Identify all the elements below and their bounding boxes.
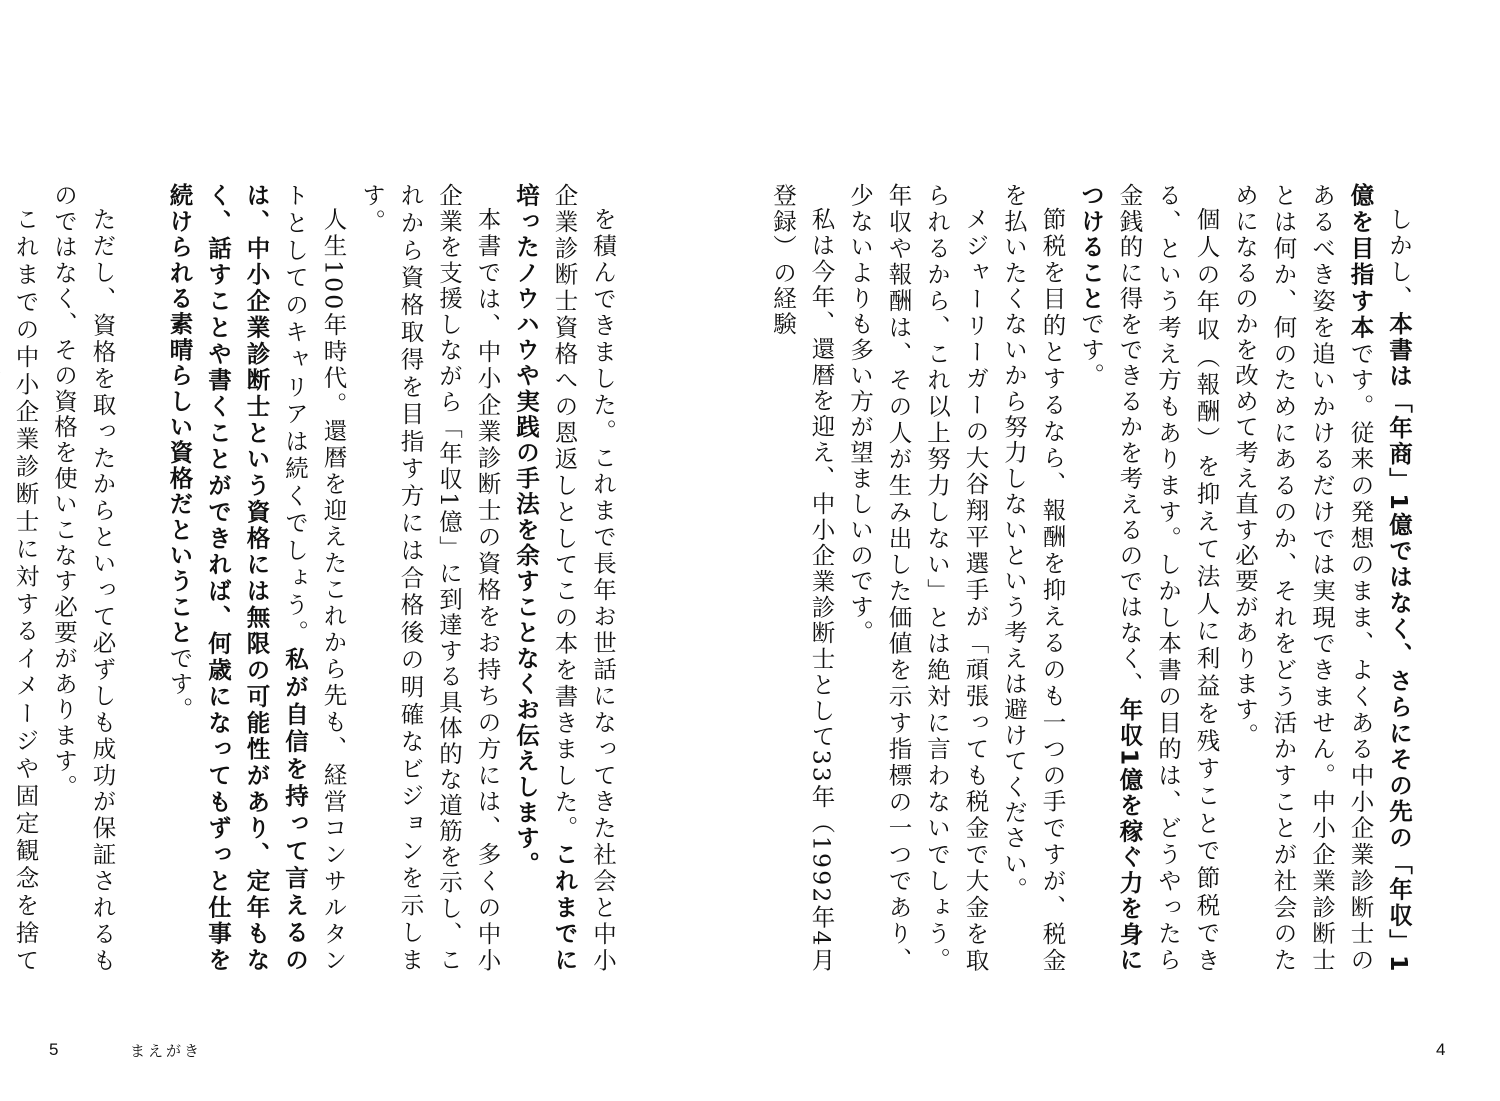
paragraph (995, 183, 1072, 973)
text-run: 人生100年時代。還暦を迎えたこれから先も、経営コンサルタントとしてのキャリアは続くでしょう。 (281, 183, 348, 973)
right-page (750, 0, 1500, 1101)
text-run: メジャーリーガーの大谷翔平選手が「頑張っても税金で大金を取られるから、これ以上努力しない」とは絶対に言わないでしょう。年収や報酬は、その人が生み出した価値を示す指標の一つであり、少ないよりも多い方が望ましいのです。 (846, 183, 990, 973)
text-run: です。 (165, 645, 194, 723)
text-run: を積んできました。これまで長年お世話になってきた社会と中小企業診断士資格への恩返しとしてこの本を書きました。 (550, 183, 617, 973)
text-run: ただし、資格を取ったからといって必ずしも成功が保証されるものではなく、その資格を使いこなす必要があります。 (50, 183, 117, 973)
paragraph (160, 183, 353, 973)
text-run: これまでの中小企業診断士に対するイメージや固定観念を捨て (11, 206, 40, 973)
paragraph (1226, 183, 1419, 973)
bold-text-run: 私が自信を持って言えるのは、中小企業診断士という資格には無限の可能性があり、定年もなく、話すことや書くことができれば、何歳になってもずっと仕事を続けられる素晴らしい資格だということ (165, 183, 309, 974)
paragraph (353, 183, 507, 973)
text-run: 個人の年収（報酬）を抑えて法人に利益を残すことで節税できる、という考え方もあります。しかし本書の目的は、どうやったら金銭的に得をできるかを考えるのではなく、 (1115, 183, 1221, 973)
right-page-body (725, 183, 1418, 973)
text-run: 節税を目的とするなら、報酬を抑えるのも一つの手ですが、税金を払いたくないから努力しないという考えは避けてください。 (1000, 183, 1067, 973)
page-number: 4 (1436, 1040, 1446, 1059)
paragraph (841, 183, 995, 973)
bold-text-run: 年収1億を稼ぐ力を身につけること (1077, 183, 1144, 973)
bold-text-run: これまでに培ったノウハウや実践の手法を余すことなくお伝えします。 (512, 183, 579, 974)
text-run: 本書では、中小企業診断士の資格をお持ちの方には、多くの中小企業を支援しながら「年収1億」に到達する具体的な道筋を示し、これから資格取得を目指す方には合格後の明確なビジョンを示します。 (358, 183, 502, 973)
paragraph (764, 183, 841, 973)
left-page-body (0, 183, 622, 973)
paragraph (45, 183, 122, 973)
text-run: です。 (1077, 311, 1105, 389)
text-run: 私は今年、還暦を迎え、中小企業診断士として33年（1992年4月登録）の経験 (769, 183, 836, 973)
bold-text-run: 本書は「年商」1億ではなく、さらにその先の「年収」1億を目指す本 (1346, 183, 1413, 973)
page-number: 5 (49, 1040, 59, 1059)
running-head: まえがき (130, 1042, 203, 1060)
text-run: です。従来の発想のまま、よくある中小企業診断士のあるべき姿を追いかけるだけでは実現できません。中小企業診断士とは何か、何のためにあるのか、それをどう活かすことが社会のためになるのかを改めて考え直す必要があります。 (1231, 183, 1375, 973)
text-run: しかし、 (1385, 206, 1413, 311)
paragraph (0, 183, 45, 973)
paragraph (507, 183, 623, 973)
paragraph (1072, 183, 1226, 973)
